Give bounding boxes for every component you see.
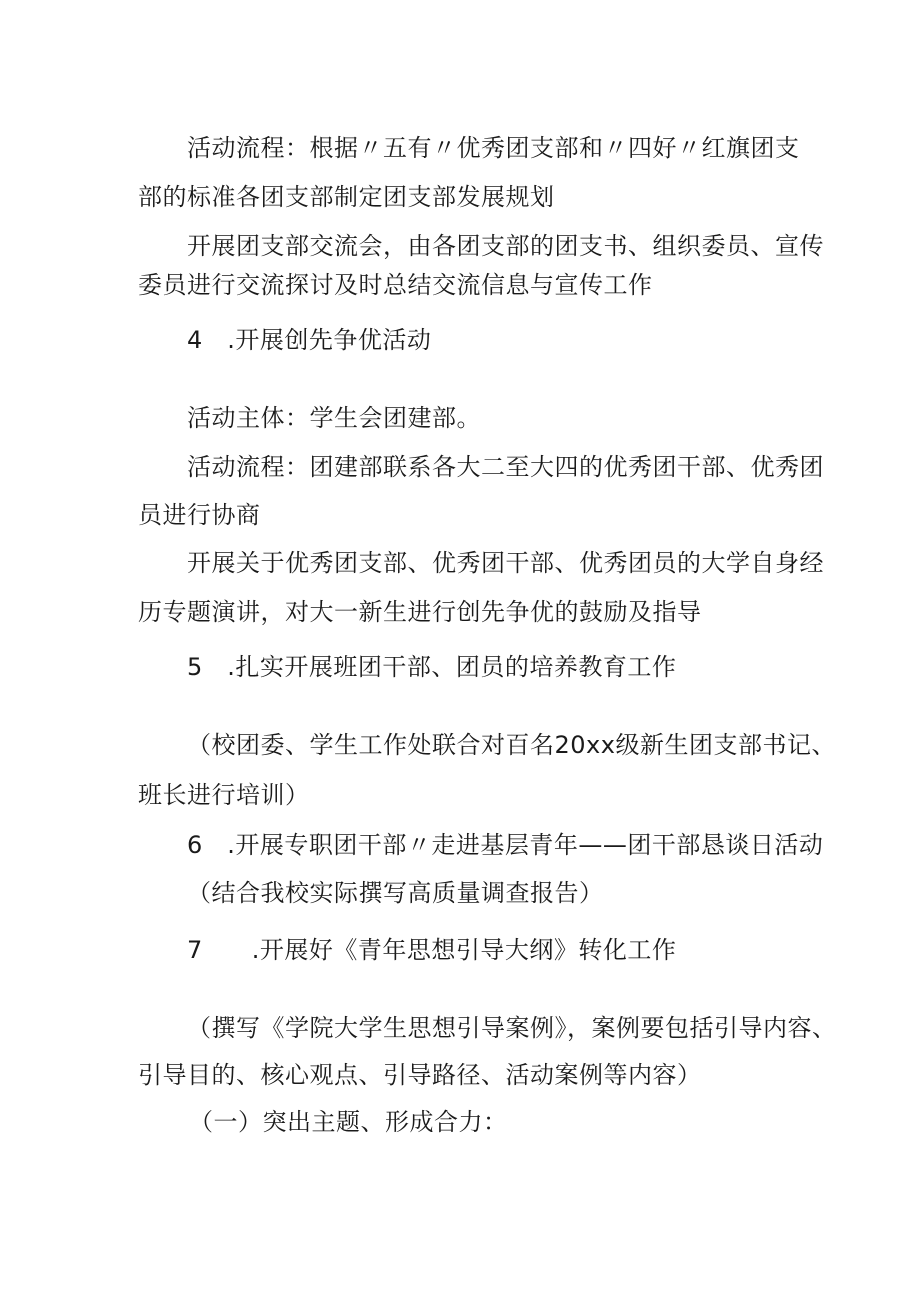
paragraph-line: 活动主体：学生会团建部。 (187, 404, 481, 432)
paragraph-line: （撰写《学院大学生思想引导案例》，案例要包括引导内容、 (187, 1014, 837, 1042)
paragraph-line: 活动流程：根据〃五有〃优秀团支部和〃四好〃红旗团支 (187, 134, 800, 162)
paragraph-line: 委员进行交流探讨及时总结交流信息与宣传工作 (138, 271, 653, 299)
paragraph-line: （校团委、学生工作处联合对百名20xx级新生团支部书记、 (187, 731, 836, 759)
section-heading: 6 .开展专职团干部〃走进基层青年——团干部恳谈日活动 (187, 831, 824, 859)
paragraph-line: 开展团支部交流会，由各团支部的团支书、组织委员、宣传 (187, 232, 824, 260)
section-heading: 4 .开展创先争优活动 (187, 326, 432, 354)
paragraph-line: 活动流程：团建部联系各大二至大四的优秀团干部、优秀团 (187, 453, 824, 481)
paragraph-line: 员进行协商 (138, 501, 261, 529)
paragraph-line: 开展关于优秀团支部、优秀团干部、优秀团员的大学自身经 (187, 549, 824, 577)
subsection-heading: （一）突出主题、形成合力： (189, 1108, 508, 1136)
paragraph-line: （结合我校实际撰写高质量调查报告） (187, 879, 604, 907)
section-heading: 5 .扎实开展班团干部、团员的培养教育工作 (187, 653, 677, 681)
paragraph-line: 部的标准各团支部制定团支部发展规划 (138, 183, 555, 211)
paragraph-line: 班长进行培训） (138, 781, 310, 809)
section-heading: 7 .开展好《青年思想引导大纲》转化工作 (187, 936, 677, 964)
paragraph-line: 引导目的、核心观点、引导路径、活动案例等内容） (138, 1061, 702, 1089)
paragraph-line: 历专题演讲，对大一新生进行创先争优的鼓励及指导 (138, 598, 702, 626)
